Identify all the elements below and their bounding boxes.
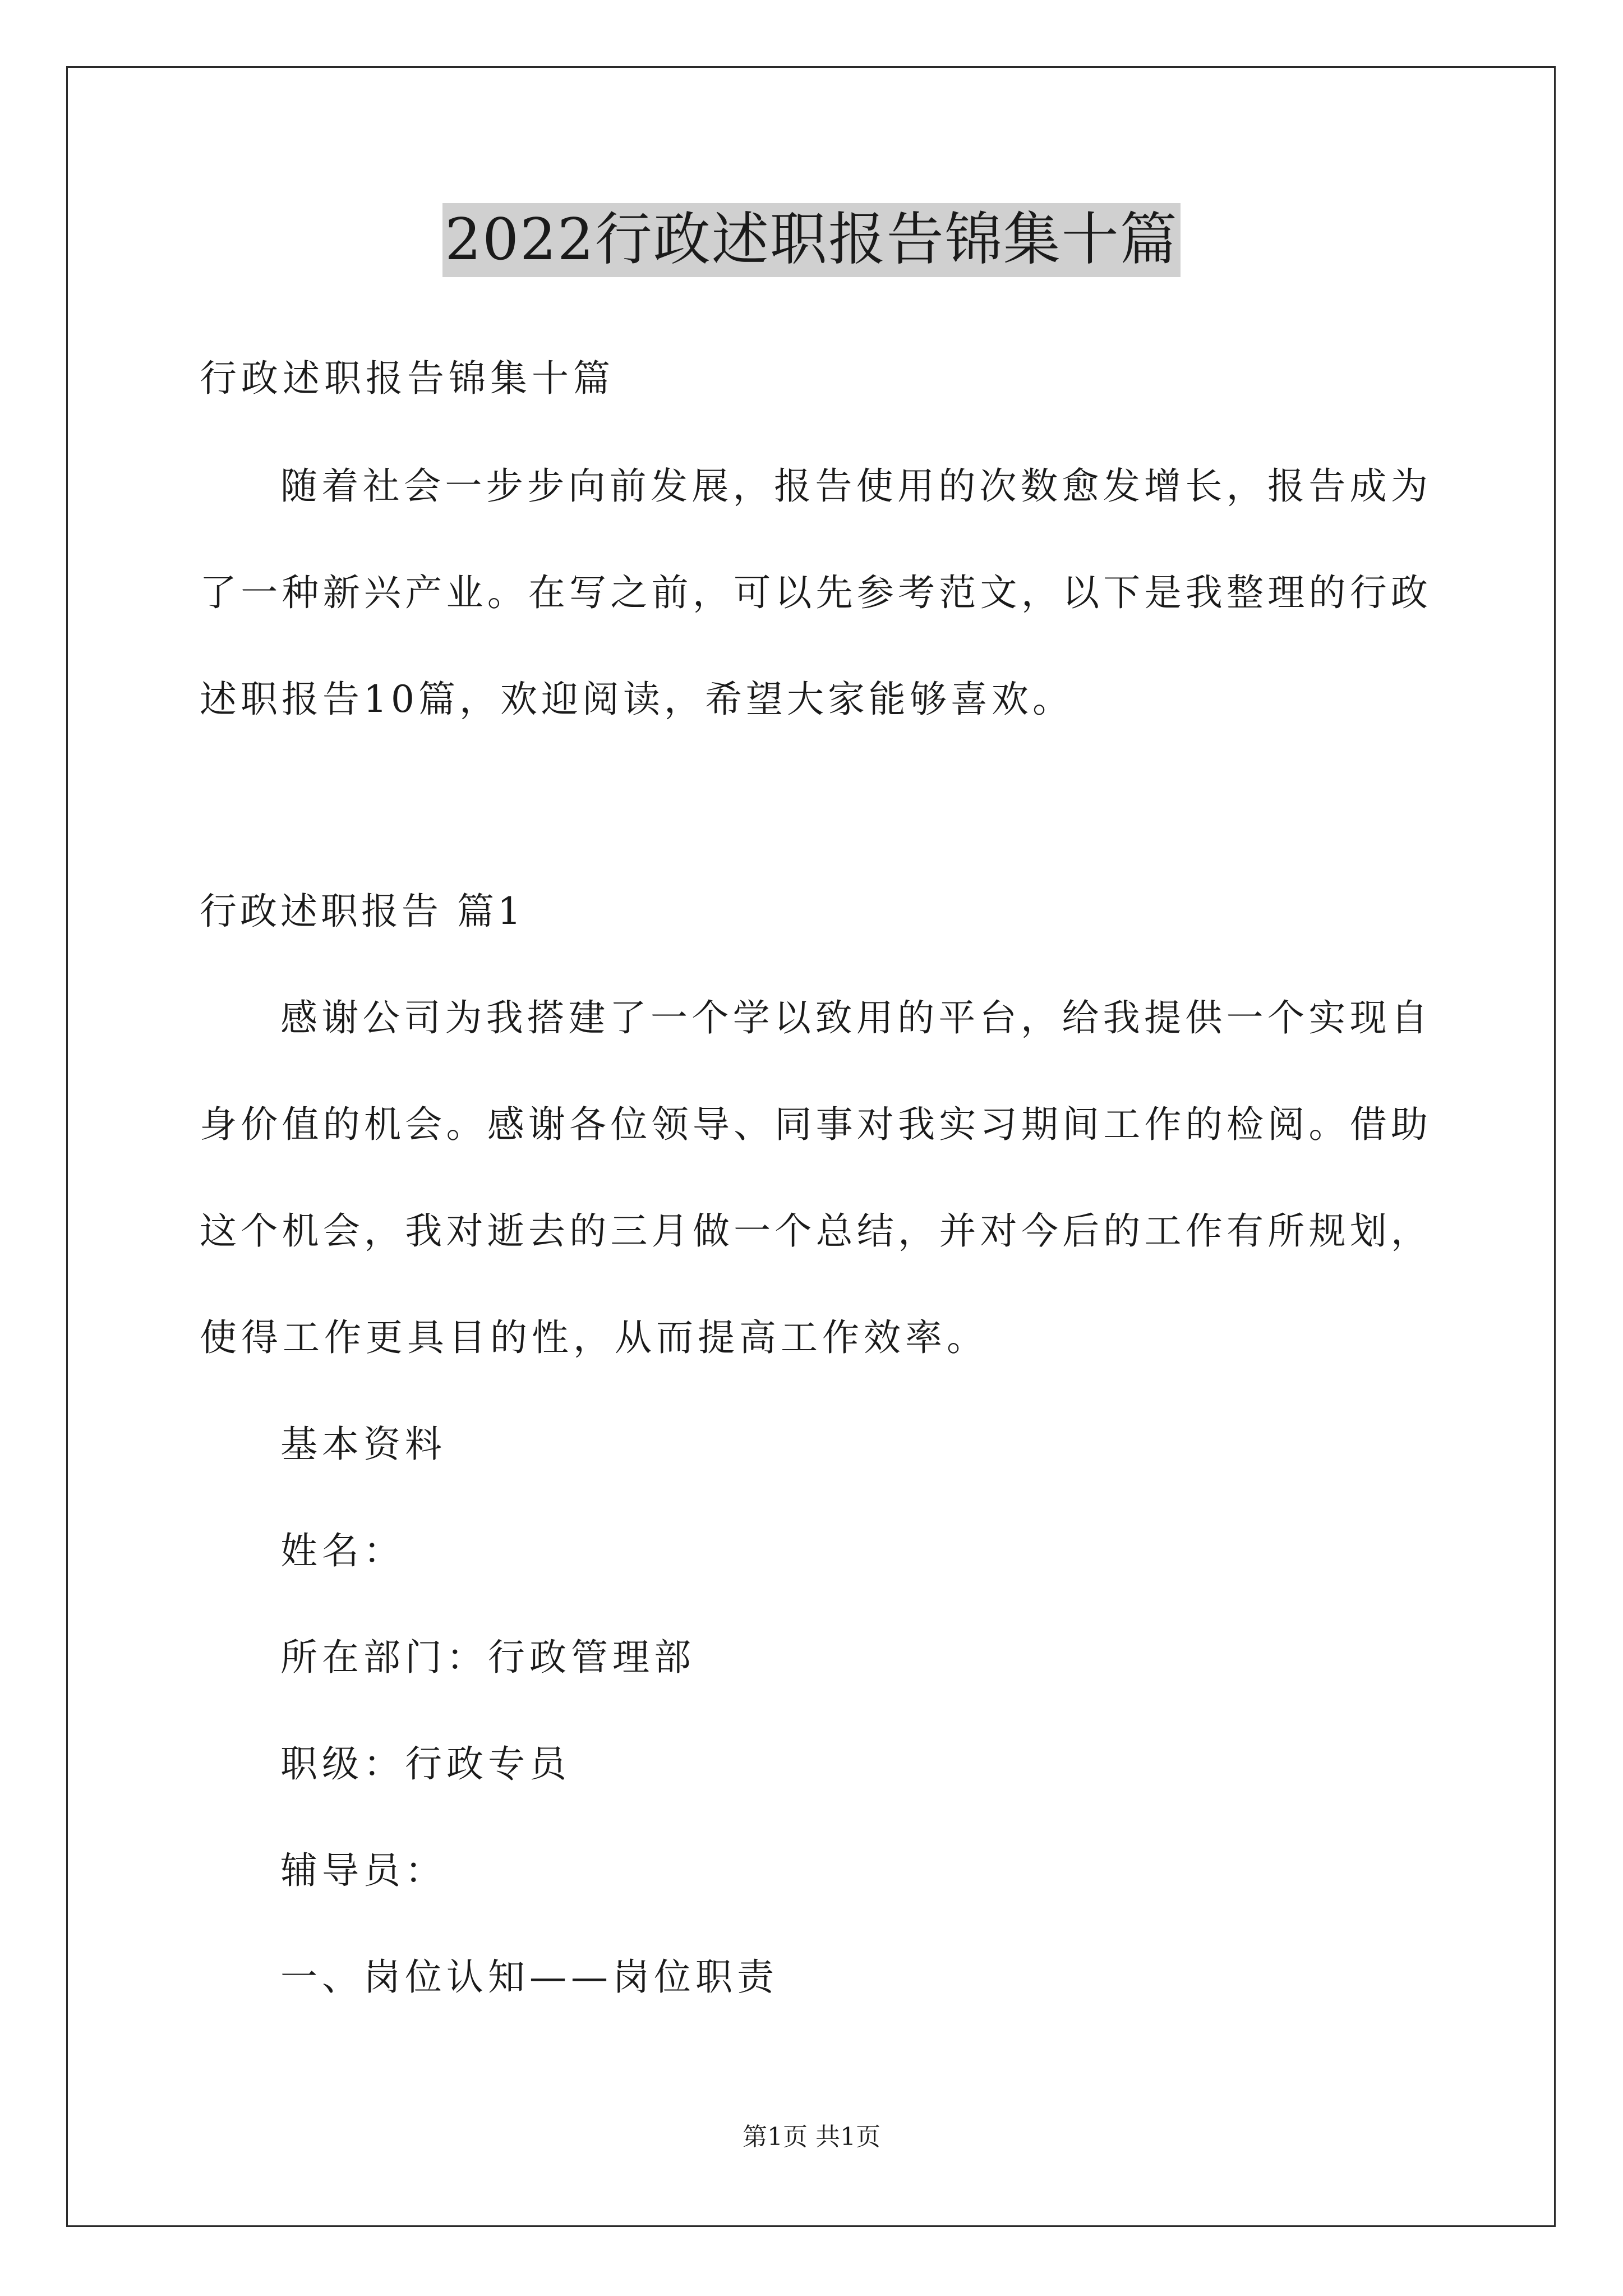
page-footer: 第1页 共1页 — [743, 2123, 880, 2151]
item1-heading: 一、岗位认知——岗位职责 — [280, 1955, 778, 1999]
department-line: 所在部门：行政管理部 — [280, 1636, 695, 1679]
title-wrap — [0, 203, 1623, 277]
document-subtitle: 行政述职报告锦集十篇 — [200, 357, 615, 400]
para1-line-3: 这个机会，我对逝去的三月做一个总结，并对今后的工作有所规划， — [200, 1209, 1428, 1253]
basic-info-heading: 基本资料 — [280, 1423, 446, 1466]
section-heading: 行政述职报告 篇1 — [200, 890, 524, 933]
name-field-label: 姓名： — [280, 1529, 405, 1572]
mentor-line: 辅导员： — [280, 1849, 446, 1892]
para1-line-1: 感谢公司为我搭建了一个学以致用的平台，给我提供一个实现自 — [280, 996, 1428, 1039]
intro-line-3: 述职报告10篇，欢迎阅读，希望大家能够喜欢。 — [200, 678, 1073, 721]
intro-line-1: 随着社会一步步向前发展，报告使用的次数愈发增长，报告成为 — [280, 464, 1428, 508]
intro-line-2: 了一种新兴产业。在写之前，可以先参考范文，以下是我整理的行政 — [200, 571, 1428, 614]
rank-line: 职级：行政专员 — [280, 1742, 571, 1786]
para1-line-2: 身价值的机会。感谢各位领导、同事对我实习期间工作的检阅。借助 — [200, 1103, 1428, 1146]
document-title: 2022行政述职报告锦集十篇 — [442, 203, 1181, 277]
para1-line-4: 使得工作更具目的性，从而提高工作效率。 — [200, 1316, 988, 1359]
